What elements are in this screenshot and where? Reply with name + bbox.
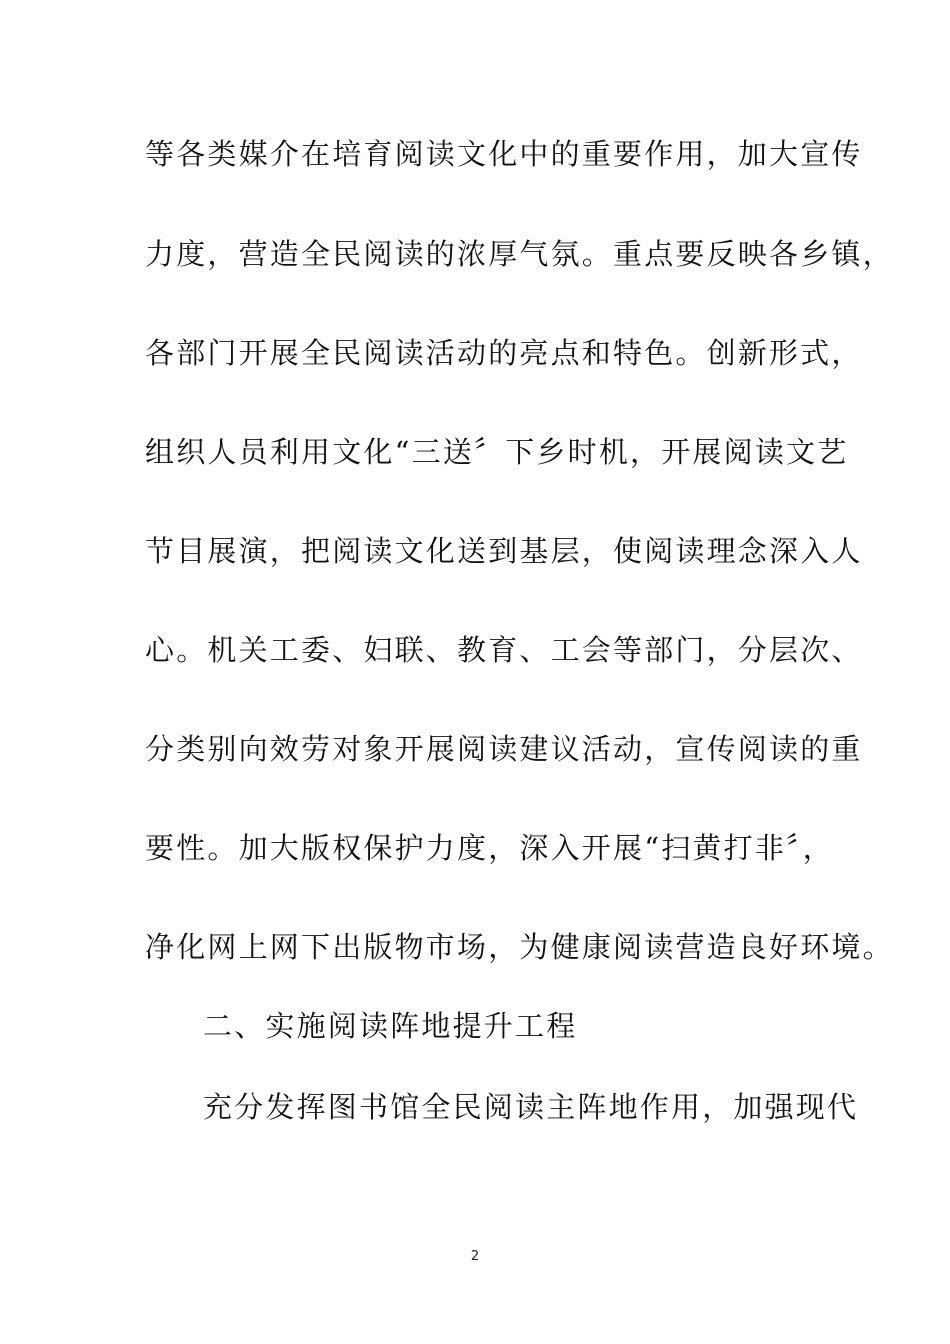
body-text-line-1: 等各类媒介在培育阅读文化中的重要作用，加大宣传 <box>145 137 863 171</box>
body-text-line-4: 组织人员利用文化“三送〞下乡时机，开展阅读文艺 <box>145 435 849 469</box>
body-text-line-3: 各部门开展全民阅读活动的亮点和特色。创新形式， <box>145 336 863 370</box>
body-text-line-9: 净化网上网下出版物市场，为健康阅读营造良好环境。 <box>145 930 894 964</box>
body-text-line-2: 力度，营造全民阅读的浓厚气氛。重点要反映各乡镇， <box>145 237 894 271</box>
paragraph-first-line: 充分发挥图书馆全民阅读主阵地作用，加强现代 <box>203 1090 859 1124</box>
body-text-line-8: 要性。加大版权保护力度，深入开展“扫黄打非〞， <box>145 831 834 865</box>
body-text-line-6: 心。机关工委、妇联、教育、工会等部门，分层次、 <box>145 633 863 667</box>
body-text-line-5: 节目展演，把阅读文化送到基层，使阅读理念深入人 <box>145 534 863 568</box>
body-text-line-7: 分类别向效劳对象开展阅读建议活动，宣传阅读的重 <box>145 732 863 766</box>
section-heading: 二、实施阅读阵地提升工程 <box>203 1009 578 1043</box>
page-number: 2 <box>470 1249 480 1264</box>
